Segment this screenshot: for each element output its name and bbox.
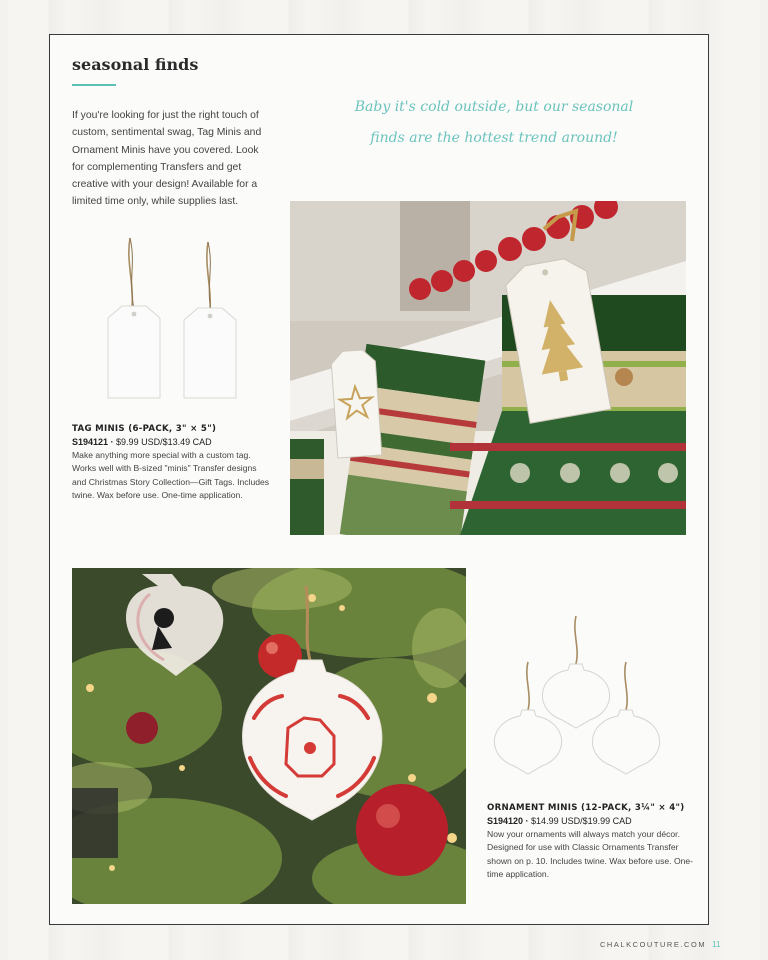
footer-site: CHALKCOUTURE.COM [600, 940, 707, 949]
ornament-minis-sku: S194120 [487, 816, 524, 826]
ornament-minis-price: $14.99 USD/$19.99 CAD [531, 816, 632, 826]
stockings-photo [290, 201, 686, 535]
page-number: 11 [712, 940, 721, 949]
tag-minis-description: Make anything more special with a custom tag. Works well with B-sized "minis" Transfer designs and Christmas Story Collection—Gift Tags. Includes twine. Wax before use. One-time application. [72, 450, 270, 501]
tag-minis-name: TAG MINIS (6-PACK, 3" × 5") [72, 424, 217, 434]
ornament-minis-image [490, 612, 670, 784]
tagline-line-2: finds are the hottest trend around! [370, 130, 618, 146]
tag-minis-image [98, 232, 248, 404]
title-underline [72, 84, 116, 86]
tagline [330, 92, 658, 154]
tagline-line-1: Baby it's cold outside, but our seasonal [354, 99, 634, 115]
ornament-photo [72, 568, 466, 904]
page-title: seasonal finds [72, 55, 199, 74]
ornament-minis-sku-line: S194120 · $14.99 USD/$19.99 CAD [487, 816, 632, 826]
tag-minis-sku-line: S194121 · $9.99 USD/$13.49 CAD [72, 437, 212, 447]
intro-paragraph: If you're looking for just the right touch of custom, sentimental swag, Tag Minis and Ornament Minis have you covered. Look for complementing Transfers and get creative with your design! Available for a limited time only, while supplies last. [72, 110, 262, 208]
tag-minis-price: $9.99 USD/$13.49 CAD [116, 437, 212, 447]
page-footer [600, 940, 720, 949]
tag-minis-sku: S194121 [72, 437, 109, 447]
ornament-minis-name: ORNAMENT MINIS (12-PACK, 3¼" × 4") [487, 803, 685, 813]
ornament-minis-details [487, 803, 701, 882]
ornament-minis-description: Now your ornaments will always match your décor. Designed for use with Classic Ornaments Transfer shown on p. 10. Includes twine. Wax before use. One-time application. [487, 829, 694, 880]
tag-minis-details [72, 424, 272, 503]
